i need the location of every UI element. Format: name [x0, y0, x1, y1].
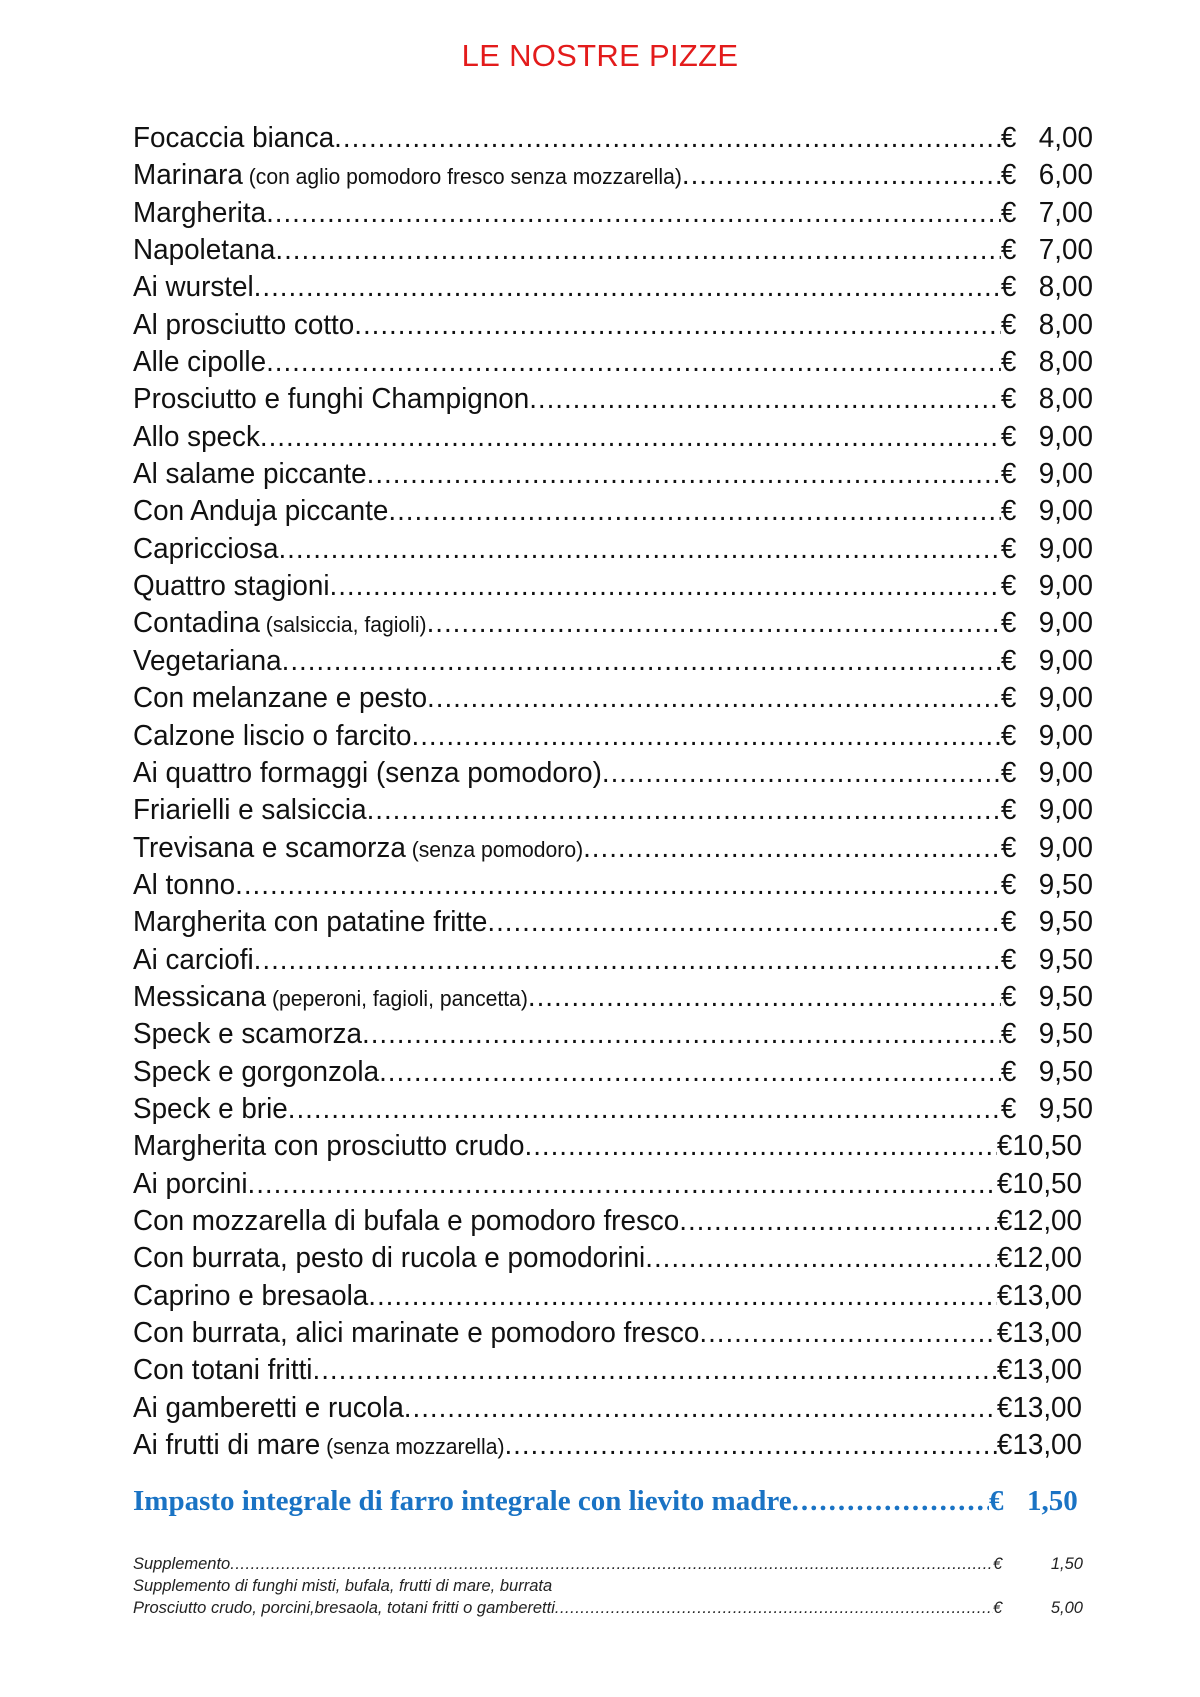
dot-leader	[313, 1352, 997, 1389]
item-name: Al tonno	[133, 868, 236, 901]
menu-item	[133, 942, 1093, 979]
menu-item	[133, 568, 1093, 605]
item-price: 4,00	[1038, 122, 1093, 154]
item-price: 9,50	[1038, 980, 1093, 1013]
menu-item	[133, 830, 1093, 867]
dot-leader	[254, 942, 1001, 979]
dot-leader	[275, 232, 1000, 269]
euro-sign: €	[1000, 607, 1017, 640]
dot-leader	[278, 531, 1000, 568]
item-name: Capricciosa	[133, 532, 279, 565]
item-price: 13,00	[1012, 1429, 1083, 1462]
euro-sign: €	[1000, 644, 1017, 677]
item-name: Con mozzarella di bufala e pomodoro fresco	[133, 1204, 680, 1237]
item-price: 9,50	[1038, 868, 1093, 901]
euro-sign: €	[996, 1242, 1013, 1275]
item-price: 13,00	[1012, 1317, 1083, 1349]
item-name: Speck e brie	[133, 1092, 288, 1125]
dough-price: 1,50	[1027, 1485, 1078, 1517]
dot-leader	[388, 493, 1000, 530]
dot-leader	[266, 195, 1001, 232]
menu-item	[133, 344, 1093, 381]
supplement-row	[133, 1599, 1083, 1621]
euro-sign: €	[1000, 831, 1017, 864]
menu-item	[133, 792, 1093, 829]
item-price: 8,00	[1038, 383, 1093, 416]
euro-sign: €	[1000, 159, 1017, 192]
item-price: 9,50	[1038, 906, 1093, 939]
euro-sign: €	[1000, 495, 1017, 528]
item-price: 10,50	[1012, 1167, 1083, 1200]
menu-item	[133, 1203, 1093, 1240]
menu-item	[133, 157, 1093, 194]
menu-item	[133, 120, 1093, 157]
euro-sign: €	[996, 1204, 1013, 1237]
item-price: 8,00	[1038, 308, 1093, 341]
item-name: Margherita con prosciutto crudo	[133, 1130, 525, 1163]
item-price: 12,00	[1012, 1204, 1083, 1237]
page-title: LE NOSTRE PIZZE	[461, 38, 739, 73]
dot-leader	[288, 1091, 1001, 1128]
dot-leader	[404, 1390, 997, 1427]
menu-item	[133, 718, 1093, 755]
item-price: 13,00	[1012, 1279, 1083, 1312]
dot-leader	[679, 1203, 997, 1240]
item-name: Marinara	[133, 159, 243, 192]
item-note: (senza mozzarella)	[320, 1434, 505, 1460]
supplement-price: 1,50	[1050, 1555, 1083, 1573]
euro-sign: €	[1000, 234, 1017, 267]
item-name: Speck e scamorza	[133, 1018, 363, 1051]
menu-item	[133, 195, 1093, 232]
dot-leader	[367, 456, 1001, 493]
item-name: Quattro stagioni	[133, 570, 330, 603]
euro-sign: €	[1000, 122, 1017, 154]
item-name: Caprino e bresaola	[133, 1279, 369, 1312]
menu-item	[133, 1390, 1093, 1427]
item-name: Ai wurstel	[133, 271, 254, 304]
euro-sign: €	[1000, 1018, 1017, 1051]
menu-item	[133, 979, 1093, 1016]
euro-sign: €	[1000, 719, 1017, 752]
dot-leader	[260, 419, 1001, 456]
menu-item	[133, 867, 1093, 904]
item-price: 7,00	[1038, 196, 1093, 229]
dot-leader	[427, 605, 1001, 642]
dot-leader	[412, 718, 1001, 755]
item-price: 9,50	[1038, 1092, 1093, 1125]
item-price: 9,00	[1038, 532, 1093, 565]
menu-item	[133, 531, 1093, 568]
dot-leader	[583, 830, 1001, 867]
dot-leader	[334, 120, 1001, 157]
euro-sign: €	[1000, 383, 1017, 416]
item-price: 9,50	[1038, 1018, 1093, 1051]
euro-sign: €	[996, 1354, 1013, 1387]
euro-sign: €	[1000, 420, 1017, 453]
item-name: Friarielli e salsiccia	[133, 794, 367, 827]
dot-leader	[266, 344, 1001, 381]
euro-sign: €	[1000, 532, 1017, 565]
item-name: Margherita	[133, 196, 267, 229]
item-name: Focaccia bianca	[133, 122, 335, 154]
wholegrain-dough-line	[133, 1485, 1083, 1518]
item-name: Alle cipolle	[133, 346, 267, 379]
menu-item	[133, 419, 1093, 456]
euro-sign: €	[1000, 943, 1017, 976]
euro-sign: €	[996, 1167, 1013, 1200]
dot-leader	[555, 1599, 993, 1618]
menu-item	[133, 1016, 1093, 1053]
item-name: Contadina	[133, 607, 260, 640]
dot-leader	[528, 979, 1001, 1016]
dot-leader	[354, 307, 1001, 344]
euro-sign: €	[1000, 906, 1017, 939]
menu-item	[133, 904, 1093, 941]
item-price: 8,00	[1038, 346, 1093, 379]
dot-leader	[529, 381, 1001, 418]
euro-sign: €	[996, 1130, 1013, 1163]
item-name: Messicana	[133, 980, 267, 1013]
menu-item	[133, 1128, 1093, 1165]
menu-item	[133, 1091, 1093, 1128]
dot-leader	[330, 568, 1001, 605]
dot-leader	[602, 755, 1001, 792]
item-price: 9,00	[1038, 570, 1093, 603]
item-name: Ai quattro formaggi (senza pomodoro)	[133, 756, 602, 789]
item-name: Margherita con patatine fritte	[133, 906, 488, 939]
dot-leader	[487, 904, 1000, 941]
euro-sign: €	[1000, 458, 1017, 491]
item-name: Napoletana	[133, 234, 276, 267]
euro-sign: €	[1000, 980, 1017, 1013]
item-price: 9,00	[1038, 495, 1093, 528]
dot-leader	[699, 1315, 996, 1352]
item-name: Ai gamberetti e rucola	[133, 1391, 404, 1424]
item-price: 9,00	[1038, 607, 1093, 640]
item-price: 9,50	[1038, 943, 1093, 976]
item-name: Con melanzane e pesto	[133, 682, 428, 715]
item-note: (peperoni, fagioli, pancetta)	[266, 985, 528, 1011]
menu-item	[133, 269, 1093, 306]
item-price: 8,00	[1038, 271, 1093, 304]
menu-item	[133, 493, 1093, 530]
item-price: 9,00	[1038, 458, 1093, 491]
menu-item	[133, 755, 1093, 792]
item-name: Con burrata, pesto di rucola e pomodorini	[133, 1242, 646, 1275]
menu-item	[133, 232, 1093, 269]
menu-item	[133, 1240, 1093, 1277]
item-price: 9,00	[1038, 794, 1093, 827]
dot-leader	[427, 680, 1001, 717]
euro-sign: €	[1000, 756, 1017, 789]
item-name: Con burrata, alici marinate e pomodoro fresco	[133, 1317, 700, 1349]
euro-sign: €	[1000, 1092, 1017, 1125]
supplement-label: Supplemento	[133, 1555, 231, 1573]
dot-leader	[248, 1166, 997, 1203]
dot-leader	[379, 1054, 1001, 1091]
supplements-section	[133, 1555, 1083, 1621]
dot-leader	[254, 269, 1001, 306]
item-name: Prosciutto e funghi Champignon	[133, 383, 530, 416]
dot-leader	[792, 1485, 989, 1518]
item-price: 9,00	[1038, 420, 1093, 453]
supplement-row	[133, 1577, 1083, 1599]
item-name: Con totani fritti	[133, 1354, 313, 1387]
menu-item	[133, 1352, 1093, 1389]
euro-sign: €	[996, 1279, 1013, 1312]
dot-leader	[235, 867, 1001, 904]
item-name: Ai frutti di mare	[133, 1429, 321, 1462]
menu-item	[133, 680, 1093, 717]
menu-item	[133, 605, 1093, 642]
item-name: Al prosciutto cotto	[133, 308, 355, 341]
item-name: Allo speck	[133, 420, 260, 453]
menu-item	[133, 381, 1093, 418]
item-note: (senza pomodoro)	[405, 836, 584, 862]
item-price: 7,00	[1038, 234, 1093, 267]
item-price: 13,00	[1012, 1354, 1083, 1387]
supplement-row	[133, 1555, 1083, 1577]
euro-sign: €	[1000, 346, 1017, 379]
dot-leader	[367, 792, 1001, 829]
item-price: 6,00	[1038, 159, 1093, 192]
item-price: 12,00	[1012, 1242, 1083, 1275]
dough-label: Impasto integrale di farro integrale con lievito madre	[133, 1485, 792, 1517]
menu-item	[133, 307, 1093, 344]
menu-item	[133, 1427, 1093, 1464]
item-name: Al salame piccante	[133, 458, 367, 491]
euro-sign: €	[1000, 868, 1017, 901]
item-name: Speck e gorgonzola	[133, 1055, 380, 1088]
menu-item	[133, 1278, 1093, 1315]
euro-sign: €	[996, 1429, 1013, 1462]
euro-sign: €	[993, 1599, 1003, 1617]
dot-leader	[362, 1016, 1001, 1053]
item-price: 9,00	[1038, 644, 1093, 677]
item-name: Trevisana e scamorza	[133, 831, 406, 864]
menu-item	[133, 1166, 1093, 1203]
item-price: 9,00	[1038, 682, 1093, 715]
item-name: Con Anduja piccante	[133, 495, 389, 528]
dot-leader	[682, 157, 1001, 194]
item-price: 9,00	[1038, 831, 1093, 864]
euro-sign: €	[1000, 682, 1017, 715]
menu-item	[133, 1054, 1093, 1091]
dot-leader	[368, 1278, 997, 1315]
item-price: 9,00	[1038, 719, 1093, 752]
menu-item	[133, 1315, 1093, 1352]
euro-sign: €	[1000, 196, 1017, 229]
euro-sign: €	[1000, 794, 1017, 827]
supplement-label: Prosciutto crudo, porcini,bresaola, totani fritti o gamberetti	[133, 1599, 555, 1617]
menu-item	[133, 456, 1093, 493]
dot-leader	[230, 1555, 993, 1574]
item-price: 10,50	[1012, 1130, 1083, 1163]
euro-sign: €	[996, 1317, 1013, 1349]
euro-sign: €	[1000, 308, 1017, 341]
euro-sign: €	[996, 1391, 1013, 1424]
supplement-label: Supplemento di funghi misti, bufala, frutti di mare, burrata	[133, 1577, 553, 1595]
dot-leader	[282, 643, 1001, 680]
item-note: (con aglio pomodoro fresco senza mozzarella)	[242, 164, 682, 190]
dot-leader	[645, 1240, 997, 1277]
menu-item	[133, 643, 1093, 680]
pizza-menu-list	[133, 120, 1091, 1464]
item-note: (salsiccia, fagioli)	[259, 612, 427, 638]
item-name: Ai porcini	[133, 1167, 248, 1200]
item-name: Calzone liscio o farcito	[133, 719, 412, 752]
euro-sign: €	[1000, 271, 1017, 304]
supplement-price: 5,00	[1050, 1599, 1083, 1617]
item-price: 9,00	[1038, 756, 1093, 789]
euro-sign: €	[1000, 1055, 1017, 1088]
item-name: Ai carciofi	[133, 943, 254, 976]
euro-sign: €	[989, 1485, 1004, 1517]
euro-sign: €	[993, 1555, 1003, 1573]
item-price: 13,00	[1012, 1391, 1083, 1424]
item-price: 9,50	[1038, 1055, 1093, 1088]
item-name: Vegetariana	[133, 644, 282, 677]
euro-sign: €	[1000, 570, 1017, 603]
dot-leader	[504, 1427, 996, 1464]
dot-leader	[525, 1128, 997, 1165]
